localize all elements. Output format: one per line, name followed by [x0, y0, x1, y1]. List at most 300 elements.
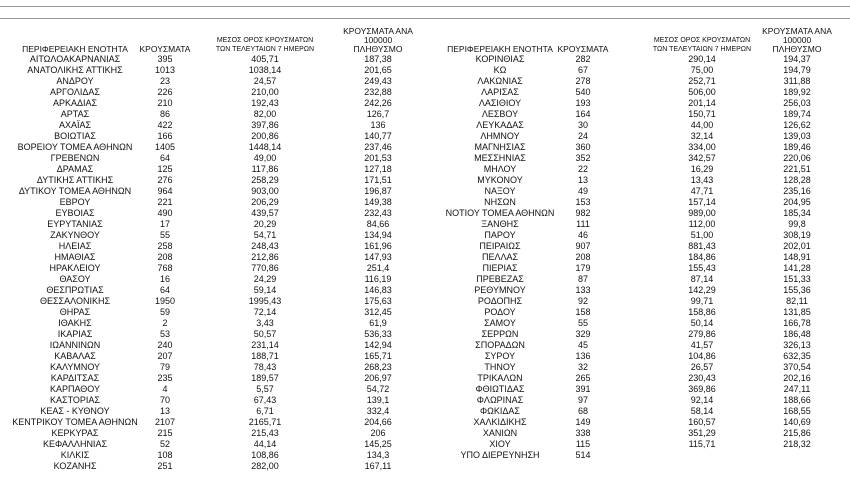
region-cell: ΚΑΡΠΑΘΟΥ [49, 384, 101, 394]
per-100000-cell: 166,78 [783, 318, 811, 328]
region-cell: ΑΡΤΑΣ [60, 109, 90, 119]
per-100000-cell: 312,45 [364, 307, 392, 317]
avg-cell: 184,86 [688, 252, 716, 262]
avg-cell: 252,71 [688, 76, 716, 86]
region-cell: ΘΕΣΣΑΛΟΝΙΚΗΣ [39, 296, 111, 306]
table-row [0, 274, 425, 285]
cases-cell: 13 [159, 406, 170, 416]
per-100000-cell: 221,51 [783, 164, 811, 174]
table-row [425, 186, 850, 197]
cases-cell: 17 [159, 219, 170, 229]
avg-cell: 32,14 [690, 131, 714, 141]
cases-cell: 240 [157, 340, 173, 350]
table-row [0, 109, 425, 120]
region-cell: ΘΕΣΠΡΩΤΙΑΣ [46, 285, 104, 295]
table-row [425, 428, 850, 439]
avg-cell: 6,71 [256, 406, 274, 416]
region-cell: ΣΑΜΟΥ [484, 318, 516, 328]
region-cell: ΤΡΙΚΑΛΩΝ [477, 373, 523, 383]
region-cell: ΑΝΔΡΟΥ [56, 76, 94, 86]
region-cell: ΘΑΣΟΥ [59, 274, 91, 284]
table-row [425, 142, 850, 153]
cases-cell: 2107 [154, 417, 176, 427]
avg-cell: 279,86 [688, 329, 716, 339]
avg-cell: 82,00 [253, 109, 277, 119]
region-cell: ΚΕΑΣ - ΚΥΘΝΟΥ [40, 406, 110, 416]
cases-cell: 208 [575, 252, 591, 262]
per-100000-cell: 232,88 [364, 87, 392, 97]
table-row [0, 98, 425, 109]
table-row [0, 461, 425, 472]
avg-cell: 20,29 [253, 219, 277, 229]
per-100000-cell: 148,91 [783, 252, 811, 262]
cases-cell: 768 [157, 263, 173, 273]
per-100000-cell: 139,03 [783, 131, 811, 141]
region-cell: ΕΒΡΟΥ [59, 197, 91, 207]
per-100000-cell: 140,69 [783, 417, 811, 427]
region-cell: ΑΡΓΟΛΙΔΑΣ [50, 87, 100, 97]
per-100000-cell: 326,13 [783, 340, 811, 350]
region-cell: ΤΗΝΟΥ [484, 362, 516, 372]
cases-cell: 235 [157, 373, 173, 383]
per-100000-cell: 185,34 [783, 208, 811, 218]
per-100000-cell: 311,88 [783, 76, 811, 86]
cases-cell: 46 [577, 230, 588, 240]
header-avg: ΜΕΣΟΣ ΟΡΟΣ ΚΡΟΥΣΜΑΤΩΝ ΤΩΝ ΤΕΛΕΥΤΑΙΩΝ 7 ΗΜΕΡΩΝ [215, 37, 315, 53]
per-100000-cell: 134,3 [366, 450, 390, 460]
region-cell: ΝΗΣΩΝ [484, 197, 516, 207]
region-cell: ΓΡΕΒΕΝΩΝ [50, 153, 100, 163]
per-100000-cell: 149,38 [364, 197, 392, 207]
table-row [0, 263, 425, 274]
region-cell: ΛΕΥΚΑΔΑΣ [476, 120, 524, 130]
table-row [0, 406, 425, 417]
region-cell: ΠΡΕΒΕΖΑΣ [476, 274, 524, 284]
region-cell: ΙΚΑΡΙΑΣ [57, 329, 93, 339]
per-100000-cell: 175,63 [364, 296, 392, 306]
per-100000-cell: 256,03 [783, 98, 811, 108]
table-row [0, 296, 425, 307]
table-row [425, 175, 850, 186]
table-row [425, 450, 850, 461]
region-cell: ΑΧΑΪΑΣ [58, 120, 92, 130]
per-100000-cell: 232,43 [364, 208, 392, 218]
region-cell: ΗΜΑΘΙΑΣ [54, 252, 96, 262]
region-cell: ΕΥΡΥΤΑΝΙΑΣ [47, 219, 103, 229]
table-row [425, 274, 850, 285]
cases-cell: 97 [577, 395, 588, 405]
region-cell: ΥΠΟ ΔΙΕΡΕΥΝΗΣΗ [460, 450, 540, 460]
cases-cell: 125 [157, 164, 173, 174]
left-table [0, 26, 425, 472]
cases-cell: 32 [577, 362, 588, 372]
cases-cell: 164 [575, 109, 591, 119]
per-100000-cell: 151,33 [783, 274, 811, 284]
per-100000-cell: 189,46 [783, 142, 811, 152]
cases-cell: 226 [157, 87, 173, 97]
table-row [425, 351, 850, 362]
cases-cell: 24 [577, 131, 588, 141]
per-100000-cell: 194,37 [783, 54, 811, 64]
region-cell: ΜΕΣΣΗΝΙΑΣ [474, 153, 526, 163]
cases-cell: 338 [575, 428, 591, 438]
region-cell: ΚΑΛΥΜΝΟΥ [49, 362, 101, 372]
per-100000-cell: 196,87 [364, 186, 392, 196]
table-row [0, 285, 425, 296]
cases-cell: 22 [577, 164, 588, 174]
avg-cell: 770,86 [251, 263, 279, 273]
per-100000-cell: 147,93 [364, 252, 392, 262]
per-100000-cell: 201,53 [364, 153, 392, 163]
region-cell: ΕΥΒΟΙΑΣ [55, 208, 95, 218]
table-row [425, 54, 850, 65]
region-cell: ΛΑΣΙΘΙΟΥ [478, 98, 522, 108]
region-cell: ΗΛΕΙΑΣ [58, 241, 92, 251]
cases-cell: 982 [575, 208, 591, 218]
cases-cell: 67 [577, 65, 588, 75]
avg-cell: 47,71 [690, 186, 714, 196]
region-cell: ΚΑΣΤΟΡΙΑΣ [50, 395, 100, 405]
table-row [0, 208, 425, 219]
top-rule [0, 6, 850, 7]
table-row [0, 428, 425, 439]
avg-cell: 282,00 [251, 461, 279, 471]
table-row [0, 54, 425, 65]
per-100000-cell: 54,72 [366, 384, 390, 394]
table-row [0, 329, 425, 340]
avg-cell: 51,00 [690, 230, 714, 240]
avg-cell: 248,43 [251, 241, 279, 251]
region-cell: ΖΑΚΥΝΘΟΥ [50, 230, 100, 240]
right-rows [425, 54, 850, 461]
avg-cell: 49,00 [253, 153, 277, 163]
per-100000-cell: 116,19 [364, 274, 392, 284]
per-100000-cell: 194,79 [783, 65, 811, 75]
avg-cell: 87,14 [690, 274, 714, 284]
region-cell: ΔΥΤΙΚΟΥ ΤΟΜΕΑ ΑΘΗΝΩΝ [18, 186, 132, 196]
avg-cell: 157,14 [688, 197, 716, 207]
avg-cell: 212,86 [251, 252, 279, 262]
region-cell: ΑΙΤΩΛΟΑΚΑΡΝΑΝΙΑΣ [29, 54, 121, 64]
region-cell: ΣΥΡΟΥ [484, 351, 516, 361]
cases-cell: 540 [575, 87, 591, 97]
header-region: ΠΕΡΙΦΕΡΕΙΑΚΗ ΕΝΟΤΗΤΑ [22, 44, 128, 54]
table-row [425, 285, 850, 296]
avg-cell: 13,43 [690, 175, 714, 185]
region-cell: ΚΟΖΑΝΗΣ [53, 461, 97, 471]
cases-cell: 30 [577, 120, 588, 130]
table-row [425, 296, 850, 307]
region-cell: ΗΡΑΚΛΕΙΟΥ [49, 263, 101, 273]
per-100000-cell: 188,66 [783, 395, 811, 405]
cases-cell: 278 [575, 76, 591, 86]
avg-cell: 1995,43 [248, 296, 282, 306]
avg-cell: 231,14 [251, 340, 279, 350]
left-rows [0, 54, 425, 472]
region-cell: ΜΗΛΟΥ [483, 164, 517, 174]
cases-cell: 360 [575, 142, 591, 152]
avg-cell: 44,00 [690, 120, 714, 130]
avg-cell: 92,14 [690, 395, 714, 405]
avg-cell: 78,43 [253, 362, 277, 372]
cases-cell: 215 [157, 428, 173, 438]
region-cell: ΡΟΔΟΠΗΣ [477, 296, 523, 306]
region-cell: ΒΟΙΩΤΙΑΣ [54, 131, 96, 141]
region-cell: ΚΑΒΑΛΑΣ [54, 351, 96, 361]
cases-cell: 282 [575, 54, 591, 64]
cases-cell: 23 [159, 76, 170, 86]
region-cell: ΒΟΡΕΙΟΥ ΤΟΜΕΑ ΑΘΗΝΩΝ [17, 142, 133, 152]
per-100000-cell: 251,4 [366, 263, 390, 273]
cases-cell: 115 [575, 439, 591, 449]
region-cell: ΘΗΡΑΣ [59, 307, 91, 317]
avg-cell: 16,29 [690, 164, 714, 174]
avg-cell: 112,00 [688, 219, 716, 229]
table-row [0, 384, 425, 395]
avg-cell: 41,57 [690, 340, 714, 350]
per-100000-cell: 218,32 [783, 439, 811, 449]
header-avg: ΜΕΣΟΣ ΟΡΟΣ ΚΡΟΥΣΜΑΤΩΝ ΤΩΝ ΤΕΛΕΥΤΑΙΩΝ 7 ΗΜΕΡΩΝ [652, 37, 752, 53]
avg-cell: 258,29 [251, 175, 279, 185]
region-cell: ΠΑΡΟΥ [484, 230, 516, 240]
avg-cell: 158,86 [688, 307, 716, 317]
table-row [0, 164, 425, 175]
header-per-100000: ΚΡΟΥΣΜΑΤΑ ΑΝΑ 100000 ΠΛΗΘΥΣΜΟ [343, 26, 413, 54]
region-cell: ΠΙΕΡΙΑΣ [482, 263, 518, 273]
table-row [425, 318, 850, 329]
per-100000-cell: 84,66 [366, 219, 390, 229]
region-cell: ΜΑΓΝΗΣΙΑΣ [474, 142, 526, 152]
region-cell: ΚΕΦΑΛΛΗΝΙΑΣ [42, 439, 108, 449]
per-100000-cell: 189,74 [783, 109, 811, 119]
avg-cell: 881,43 [688, 241, 716, 251]
right-table [425, 26, 850, 461]
per-100000-cell: 632,35 [783, 351, 811, 361]
cases-cell: 153 [575, 197, 591, 207]
region-cell: ΚΩ [493, 65, 507, 75]
region-cell: ΛΗΜΝΟΥ [480, 131, 520, 141]
table-row [425, 307, 850, 318]
avg-cell: 26,57 [690, 362, 714, 372]
region-cell: ΧΑΛΚΙΔΙΚΗΣ [473, 417, 527, 427]
region-cell: ΛΑΡΙΣΑΣ [481, 87, 519, 97]
table-row [0, 417, 425, 428]
avg-cell: 188,71 [251, 351, 279, 361]
region-cell: ΝΑΞΟΥ [484, 186, 516, 196]
per-100000-cell: 127,18 [364, 164, 392, 174]
avg-cell: 230,43 [688, 373, 716, 383]
avg-cell: 397,86 [251, 120, 279, 130]
table-row [425, 98, 850, 109]
avg-cell: 206,29 [251, 197, 279, 207]
cases-cell: 490 [157, 208, 173, 218]
cases-cell: 53 [159, 329, 170, 339]
per-100000-cell: 201,65 [364, 65, 392, 75]
per-100000-cell: 139,1 [366, 395, 390, 405]
cases-cell: 111 [576, 219, 590, 229]
table-row [0, 395, 425, 406]
cases-cell: 964 [157, 186, 173, 196]
region-cell: ΦΛΩΡΙΝΑΣ [476, 395, 524, 405]
cases-cell: 55 [159, 230, 170, 240]
avg-cell: 1038,14 [248, 65, 282, 75]
cases-cell: 68 [577, 406, 588, 416]
avg-cell: 75,00 [690, 65, 714, 75]
table-row [425, 197, 850, 208]
cases-cell: 45 [577, 340, 588, 350]
table-row [0, 219, 425, 230]
cases-cell: 136 [575, 351, 591, 361]
region-cell: ΞΑΝΘΗΣ [481, 219, 519, 229]
cases-cell: 55 [577, 318, 588, 328]
cases-cell: 79 [159, 362, 170, 372]
avg-cell: 210,00 [251, 87, 279, 97]
table-row [425, 76, 850, 87]
table-row [425, 109, 850, 120]
table-row [425, 153, 850, 164]
region-cell: ΣΕΡΡΩΝ [481, 329, 519, 339]
region-cell: ΡΟΔΟΥ [484, 307, 516, 317]
cases-cell: 49 [577, 186, 588, 196]
per-100000-cell: 134,94 [364, 230, 392, 240]
per-100000-cell: 536,33 [364, 329, 392, 339]
avg-cell: 104,86 [688, 351, 716, 361]
per-100000-cell: 126,7 [366, 109, 390, 119]
avg-cell: 99,71 [690, 296, 714, 306]
table-row [425, 120, 850, 131]
cases-cell: 1950 [154, 296, 176, 306]
per-100000-cell: 141,28 [783, 263, 811, 273]
per-100000-cell: 308,19 [783, 230, 811, 240]
per-100000-cell: 220,06 [783, 153, 811, 163]
cases-cell: 133 [575, 285, 591, 295]
table-row [425, 329, 850, 340]
region-cell: ΝΟΤΙΟΥ ΤΟΜΕΑ ΑΘΗΝΩΝ [445, 208, 555, 218]
avg-cell: 215,43 [251, 428, 279, 438]
table-row [425, 373, 850, 384]
table-row [425, 406, 850, 417]
table-row [0, 153, 425, 164]
per-100000-cell: 142,94 [364, 340, 392, 350]
table-row [425, 252, 850, 263]
per-100000-cell: 131,85 [783, 307, 811, 317]
avg-cell: 67,43 [253, 395, 277, 405]
avg-cell: 201,14 [688, 98, 716, 108]
cases-cell: 108 [157, 450, 173, 460]
cases-cell: 16 [159, 274, 170, 284]
per-100000-cell: 215,86 [783, 428, 811, 438]
table-row [0, 362, 425, 373]
per-100000-cell: 189,92 [783, 87, 811, 97]
avg-cell: 342,57 [688, 153, 716, 163]
per-100000-cell: 187,38 [364, 54, 392, 64]
avg-cell: 24,29 [253, 274, 277, 284]
avg-cell: 506,00 [688, 87, 716, 97]
cases-cell: 514 [575, 450, 591, 460]
table-row [0, 197, 425, 208]
region-cell: ΔΡΑΜΑΣ [56, 164, 94, 174]
per-100000-cell: 136 [370, 120, 386, 130]
per-100000-cell: 167,11 [364, 461, 392, 471]
per-100000-cell: 140,77 [364, 131, 392, 141]
cases-cell: 2 [162, 318, 168, 328]
region-cell: ΛΑΚΩΝΙΑΣ [477, 76, 523, 86]
region-cell: ΑΡΚΑΔΙΑΣ [52, 98, 98, 108]
table-row [0, 87, 425, 98]
header-cases: ΚΡΟΥΣΜΑΤΑ [557, 44, 609, 54]
avg-cell: 54,71 [253, 230, 277, 240]
avg-cell: 58,14 [690, 406, 714, 416]
per-100000-cell: 128,28 [783, 175, 811, 185]
per-100000-cell: 165,71 [364, 351, 392, 361]
region-cell: ΚΕΡΚΥΡΑΣ [51, 428, 99, 438]
avg-cell: 989,00 [688, 208, 716, 218]
region-cell: ΜΥΚΟΝΟΥ [477, 175, 523, 185]
cases-cell: 276 [157, 175, 173, 185]
cases-cell: 907 [575, 241, 591, 251]
table-row [425, 263, 850, 274]
table-row [425, 219, 850, 230]
cases-cell: 59 [159, 307, 170, 317]
table-row [425, 340, 850, 351]
cases-cell: 179 [575, 263, 591, 273]
per-100000-cell: 249,43 [364, 76, 392, 86]
table-row [0, 439, 425, 450]
per-100000-cell: 145,25 [364, 439, 392, 449]
per-100000-cell: 126,62 [783, 120, 811, 130]
table-row [425, 241, 850, 252]
per-100000-cell: 155,36 [783, 285, 811, 295]
avg-cell: 72,14 [253, 307, 277, 317]
region-cell: ΚΟΡΙΝΘΙΑΣ [475, 54, 525, 64]
avg-cell: 50,14 [690, 318, 714, 328]
avg-cell: 155,43 [688, 263, 716, 273]
cases-cell: 265 [575, 373, 591, 383]
per-100000-cell: 204,66 [364, 417, 392, 427]
table-row [0, 373, 425, 384]
cases-cell: 258 [157, 241, 173, 251]
cases-cell: 86 [159, 109, 170, 119]
cases-cell: 158 [575, 307, 591, 317]
cases-cell: 64 [159, 153, 170, 163]
avg-cell: 903,00 [251, 186, 279, 196]
table-row [425, 87, 850, 98]
cases-cell: 70 [159, 395, 170, 405]
region-cell: ΑΝΑΤΟΛΙΚΗΣ ΑΤΤΙΚΗΣ [27, 65, 123, 75]
table-row [0, 307, 425, 318]
table-row [425, 65, 850, 76]
cases-cell: 13 [577, 175, 588, 185]
avg-cell: 351,29 [688, 428, 716, 438]
region-cell: ΧΑΝΙΩΝ [482, 428, 518, 438]
table-row [0, 318, 425, 329]
table-row [425, 395, 850, 406]
table-row [0, 450, 425, 461]
per-100000-cell: 202,01 [783, 241, 811, 251]
avg-cell: 160,57 [688, 417, 716, 427]
cases-cell: 352 [575, 153, 591, 163]
avg-cell: 108,86 [251, 450, 279, 460]
cases-cell: 166 [157, 131, 173, 141]
per-100000-cell: 202,16 [783, 373, 811, 383]
avg-cell: 200,86 [251, 131, 279, 141]
region-cell: ΦΘΙΩΤΙΔΑΣ [475, 384, 525, 394]
avg-cell: 3,43 [256, 318, 274, 328]
table-row [0, 241, 425, 252]
table-row [0, 186, 425, 197]
cases-cell: 92 [577, 296, 588, 306]
avg-cell: 334,00 [688, 142, 716, 152]
